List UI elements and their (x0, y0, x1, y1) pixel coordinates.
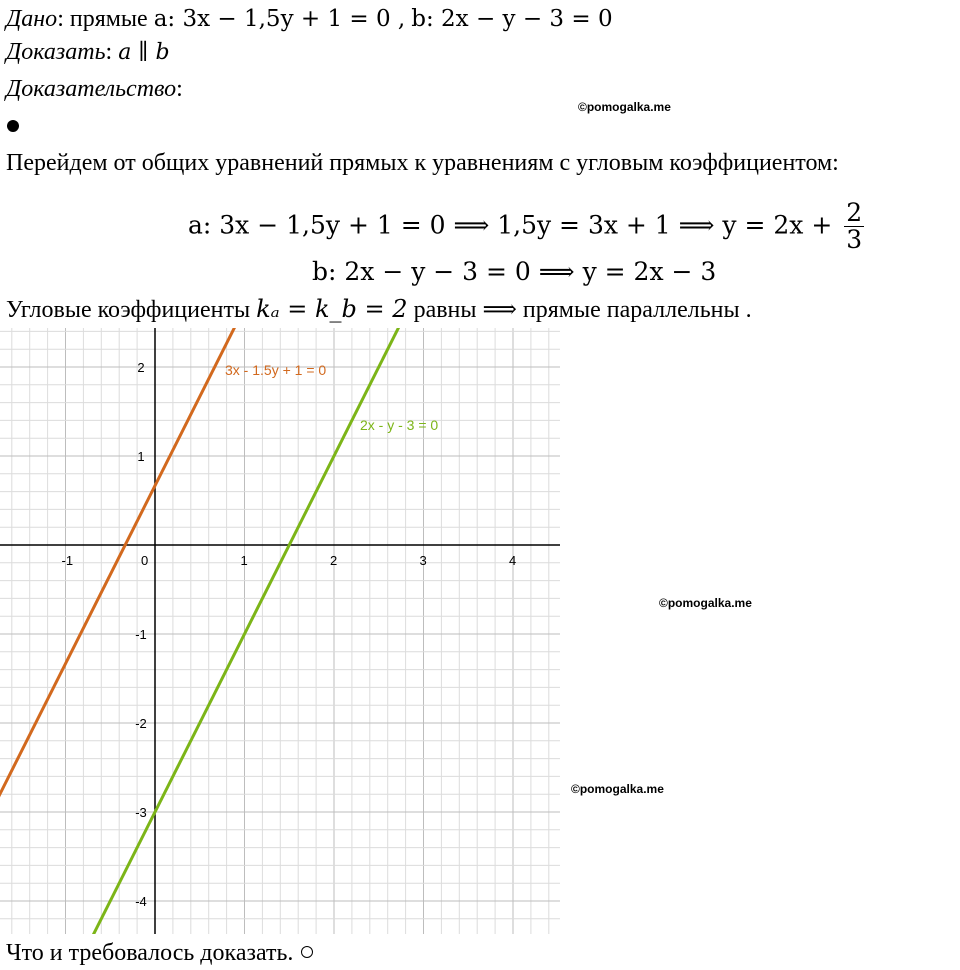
given-line: Дано: прямые a: 3x − 1,5y + 1 = 0 , b: 2x − y − 3 = 0 (6, 6, 613, 32)
x-tick-label: 1 (240, 553, 248, 568)
watermark-top: ©pomogalka.me (578, 100, 671, 114)
proof-line: Доказательство: (6, 76, 183, 102)
given-label: Дано (6, 6, 58, 32)
y-tick-label: -4 (135, 894, 147, 909)
intro-text: Перейдем от общих уравнений прямых к уравнениям с угловым коэффициентом: (6, 150, 839, 176)
y-tick-label: -2 (135, 716, 147, 731)
fraction-numerator: 2 (846, 198, 863, 227)
prove-statement: a ∥ b (118, 40, 170, 65)
x-tick-label: 4 (509, 553, 517, 568)
y-tick-label: -3 (135, 805, 147, 820)
given-text: прямые (69, 6, 148, 32)
end-circle-icon (301, 946, 313, 958)
conclusion-line (6, 294, 752, 325)
prove-line: Доказать: a ∥ b (6, 39, 170, 65)
x-tick-label: 0 (141, 553, 149, 568)
series-label-1: 3x - 1.5y + 1 = 0 (225, 362, 327, 378)
conclusion-suffix: равны ⟹ прямые параллельны . (413, 297, 752, 323)
final-text: Что и требовалось доказать. (6, 940, 294, 966)
series-label-2: 2x - y - 3 = 0 (360, 417, 439, 433)
conclusion-math: kₐ = k_b = 2 (256, 295, 408, 323)
derivation-a (188, 200, 864, 254)
y-tick-label: 1 (137, 449, 145, 464)
x-tick-label: 2 (330, 553, 338, 568)
y-tick-label: -1 (135, 627, 147, 642)
x-tick-label: 3 (419, 553, 427, 568)
watermark-middle: ©pomogalka.me (659, 596, 752, 610)
watermark-bottom: ©pomogalka.me (571, 782, 664, 796)
final-line (6, 938, 313, 968)
given-eq-b: b: 2x − y − 3 = 0 (411, 6, 613, 32)
conclusion-prefix: Угловые коэффициенты (6, 297, 251, 323)
fraction-denominator: 3 (846, 225, 863, 255)
graph (0, 328, 560, 934)
prove-label: Доказать (6, 39, 106, 65)
derivation-b: b: 2x − y − 3 = 0 ⟹ y = 2x − 3 (312, 257, 717, 286)
given-eq-a: a: 3x − 1,5y + 1 = 0 , (153, 6, 406, 32)
bullet-icon (7, 120, 19, 132)
x-tick-label: -1 (61, 553, 74, 568)
proof-label: Доказательство (6, 76, 177, 102)
y-tick-label: 2 (137, 360, 145, 375)
derivation-a-text: a: 3x − 1,5y + 1 = 0 ⟹ 1,5y = 3x + 1 ⟹ y = 2x + (188, 210, 833, 240)
fraction-two-thirds (844, 200, 864, 254)
